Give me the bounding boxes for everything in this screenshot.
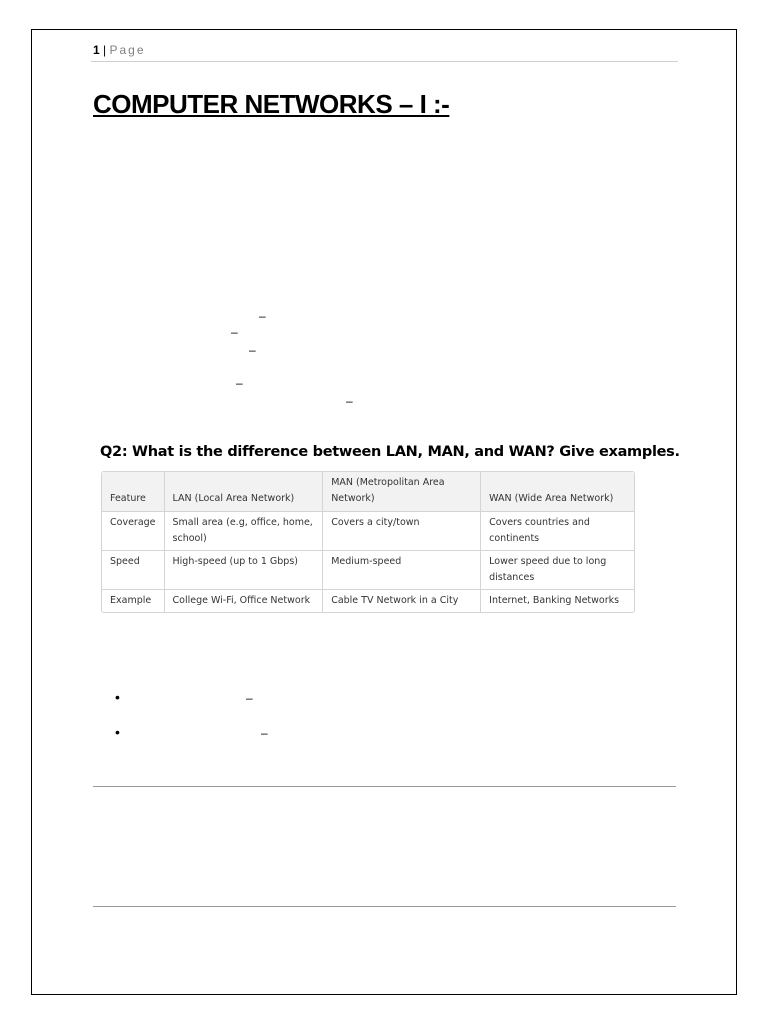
table-cell: Covers a city/town [323,512,481,551]
table-cell: Lower speed due to long distances [481,551,634,590]
table-row [102,551,634,590]
column-header: MAN (Metropolitan Area Network) [323,472,481,512]
bullet-point: • [115,724,120,740]
dash-mark: – [259,309,266,323]
question-heading: Q2: What is the difference between LAN, MAN, and WAN? Give examples. [100,444,680,460]
dash-mark: – [236,376,243,390]
horizontal-rule [93,786,676,787]
table-cell: Medium-speed [323,551,481,590]
table-cell: Covers countries and continents [481,512,634,551]
bullet-point: • [115,689,120,705]
dash-mark: – [231,325,238,339]
table-cell: College Wi-Fi, Office Network [165,590,324,612]
page-title: COMPUTER NETWORKS – I :- [93,89,450,119]
page-number: 1 [93,43,100,57]
dash-mark: – [261,726,268,740]
horizontal-rule [93,906,676,907]
page-header [93,43,146,57]
table-row [102,590,634,612]
dash-mark: – [246,691,253,705]
table-cell: Small area (e.g, office, home, school) [165,512,324,551]
page-word: Page [109,43,146,57]
table-row [102,512,634,551]
table-cell: High-speed (up to 1 Gbps) [165,551,324,590]
column-header: LAN (Local Area Network) [165,472,324,512]
header-separator: | [99,43,110,57]
table-header-row [102,472,634,512]
table-cell: Internet, Banking Networks [489,595,620,606]
header-divider [91,61,678,62]
column-header: WAN (Wide Area Network) [481,472,634,512]
column-header: Feature [102,472,165,512]
table-cell: Cable TV Network in a City [323,590,481,612]
comparison-table [101,471,635,613]
dash-mark: – [249,343,256,357]
table-cell: Coverage [102,512,165,551]
dash-mark: – [346,394,353,408]
table-cell: Speed [102,551,165,590]
table-cell: Example [102,590,165,612]
